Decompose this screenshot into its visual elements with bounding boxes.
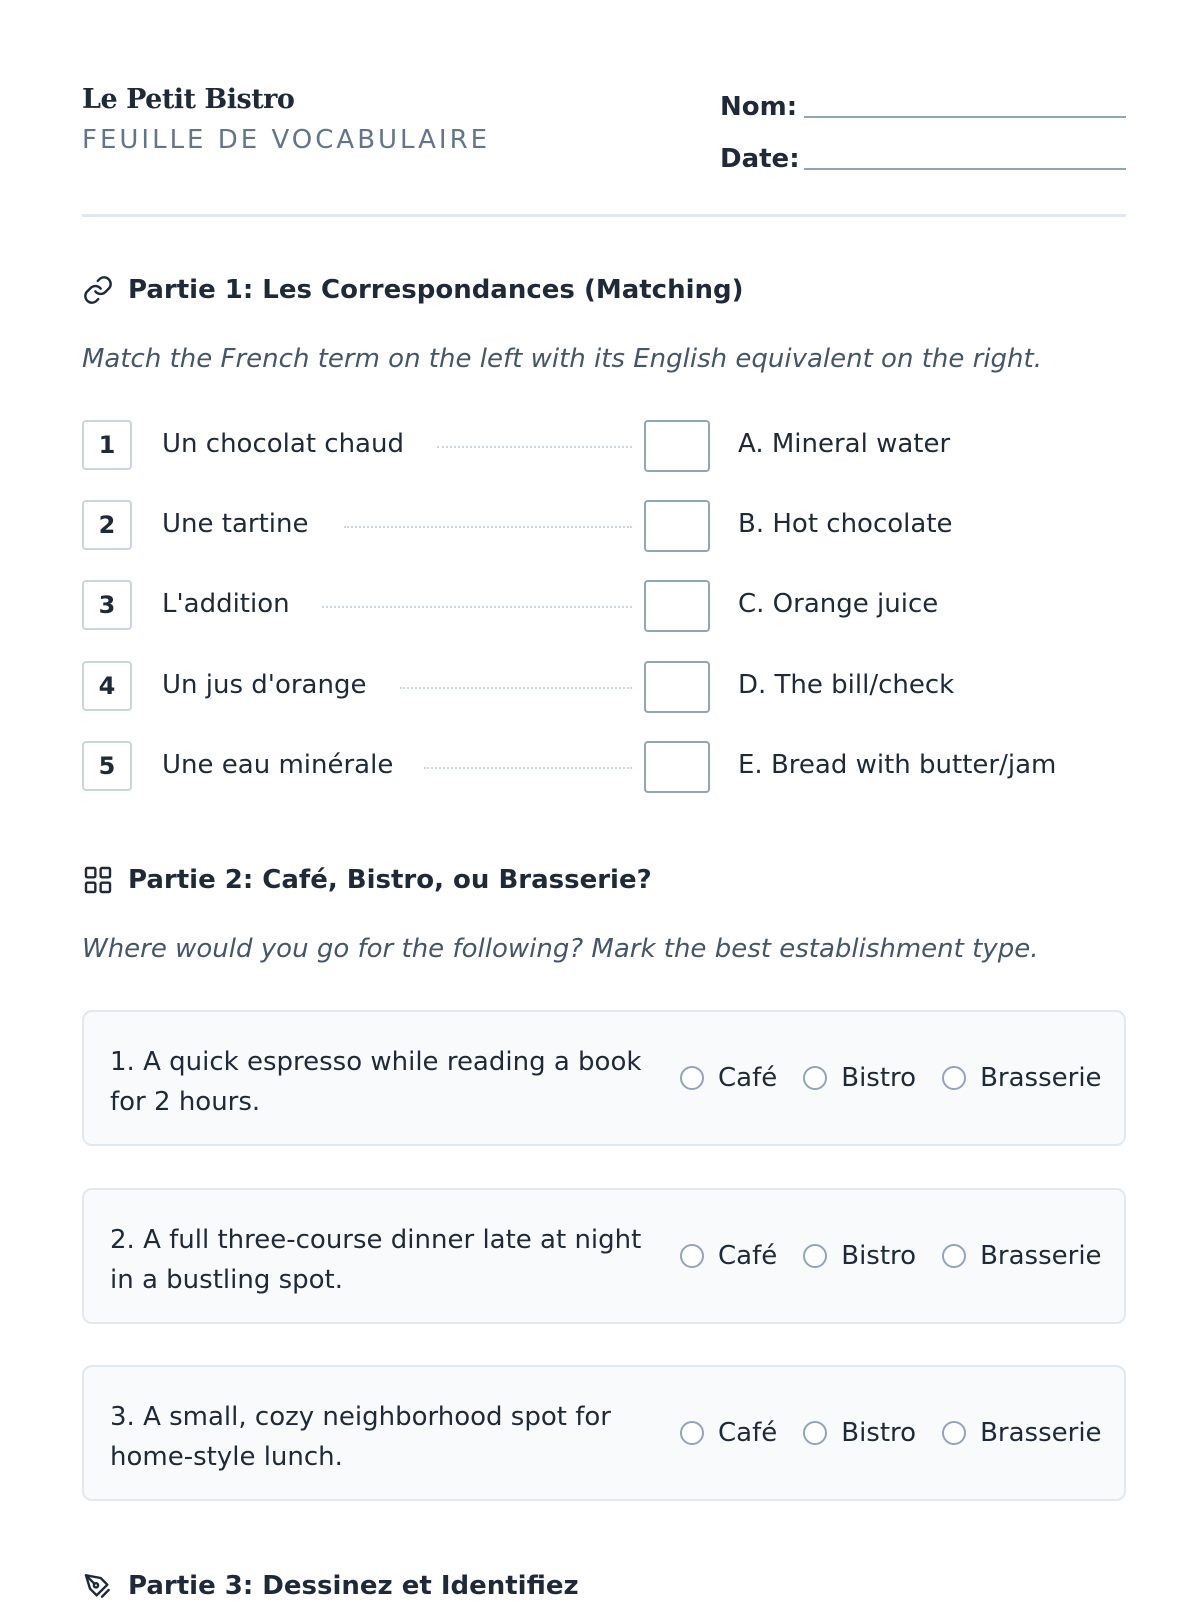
radio-button[interactable]	[803, 1421, 827, 1445]
dotted-leader	[424, 767, 632, 769]
part2-title: Partie 2: Café, Bistro, ou Brasserie?	[128, 865, 652, 895]
answer-box[interactable]	[644, 661, 710, 713]
dotted-leader	[400, 687, 632, 689]
worksheet-header	[82, 84, 1126, 218]
match-row	[82, 500, 1126, 552]
name-field[interactable]	[804, 116, 1126, 118]
match-row	[82, 580, 1126, 632]
pen-icon	[82, 1570, 114, 1602]
english-term: E. Bread with butter/jam	[738, 750, 1057, 780]
part2-heading	[82, 864, 652, 896]
radio-button[interactable]	[680, 1244, 704, 1268]
option-group	[680, 1190, 1102, 1322]
match-row	[82, 420, 1126, 472]
question-text: 3. A small, cozy neighborhood spot for home-style lunch.	[110, 1402, 611, 1472]
option-brasserie[interactable]: Brasserie	[942, 1063, 1101, 1093]
date-field-row	[720, 136, 1126, 174]
worksheet-title: Le Petit Bistro	[82, 84, 295, 115]
item-number: 4	[82, 661, 132, 711]
answer-box[interactable]	[644, 420, 710, 472]
option-brasserie[interactable]: Brasserie	[942, 1241, 1101, 1271]
question-text: 2. A full three-course dinner late at night in a bustling spot.	[110, 1225, 642, 1295]
french-term: Une eau minérale	[162, 750, 394, 780]
option-bistro[interactable]: Bistro	[803, 1418, 916, 1448]
item-number: 1	[82, 420, 132, 470]
dotted-leader	[437, 446, 632, 448]
link-icon	[82, 274, 114, 306]
option-group	[680, 1367, 1102, 1499]
english-term: A. Mineral water	[738, 429, 951, 459]
match-row	[82, 661, 1126, 713]
english-term: C. Orange juice	[738, 589, 939, 619]
answer-box[interactable]	[644, 500, 710, 552]
name-field-row	[720, 84, 1126, 122]
answer-box[interactable]	[644, 580, 710, 632]
date-field[interactable]	[804, 168, 1126, 170]
part3-heading	[82, 1570, 579, 1602]
part3-title: Partie 3: Dessinez et Identifiez	[128, 1571, 579, 1601]
english-term: B. Hot chocolate	[738, 509, 953, 539]
item-number: 5	[82, 741, 132, 791]
question-text: 1. A quick espresso while reading a book for 2 hours.	[110, 1047, 642, 1117]
radio-button[interactable]	[680, 1066, 704, 1090]
radio-button[interactable]	[942, 1066, 966, 1090]
item-number: 3	[82, 580, 132, 630]
student-fields	[720, 84, 1126, 188]
date-label: Date:	[720, 144, 800, 174]
question-card	[82, 1188, 1126, 1324]
english-term: D. The bill/check	[738, 670, 955, 700]
part2-instruction: Where would you go for the following? Mark the best establishment type.	[82, 934, 1039, 964]
option-group	[680, 1012, 1102, 1144]
option-bistro[interactable]: Bistro	[803, 1241, 916, 1271]
french-term: L'addition	[162, 589, 290, 619]
radio-button[interactable]	[803, 1244, 827, 1268]
name-label: Nom:	[720, 92, 798, 122]
option-brasserie[interactable]: Brasserie	[942, 1418, 1101, 1448]
item-number: 2	[82, 500, 132, 550]
answer-box[interactable]	[644, 741, 710, 793]
french-term: Un jus d'orange	[162, 670, 367, 700]
question-card	[82, 1010, 1126, 1146]
french-term: Un chocolat chaud	[162, 429, 404, 459]
grid-icon	[82, 864, 114, 896]
option-cafe[interactable]: Café	[680, 1418, 777, 1448]
part1-heading	[82, 274, 744, 306]
dotted-leader	[322, 606, 632, 608]
radio-button[interactable]	[803, 1066, 827, 1090]
part1-title: Partie 1: Les Correspondances (Matching)	[128, 275, 744, 305]
radio-button[interactable]	[680, 1421, 704, 1445]
brand-block	[82, 84, 490, 155]
worksheet-subtitle: FEUILLE DE VOCABULAIRE	[82, 125, 491, 155]
question-card	[82, 1365, 1126, 1501]
match-row	[82, 741, 1126, 793]
french-term: Une tartine	[162, 509, 309, 539]
radio-button[interactable]	[942, 1421, 966, 1445]
option-cafe[interactable]: Café	[680, 1063, 777, 1093]
radio-button[interactable]	[942, 1244, 966, 1268]
dotted-leader	[344, 526, 632, 528]
option-cafe[interactable]: Café	[680, 1241, 777, 1271]
header-divider	[82, 214, 1126, 217]
part1-instruction: Match the French term on the left with its English equivalent on the right.	[82, 344, 1042, 374]
option-bistro[interactable]: Bistro	[803, 1063, 916, 1093]
